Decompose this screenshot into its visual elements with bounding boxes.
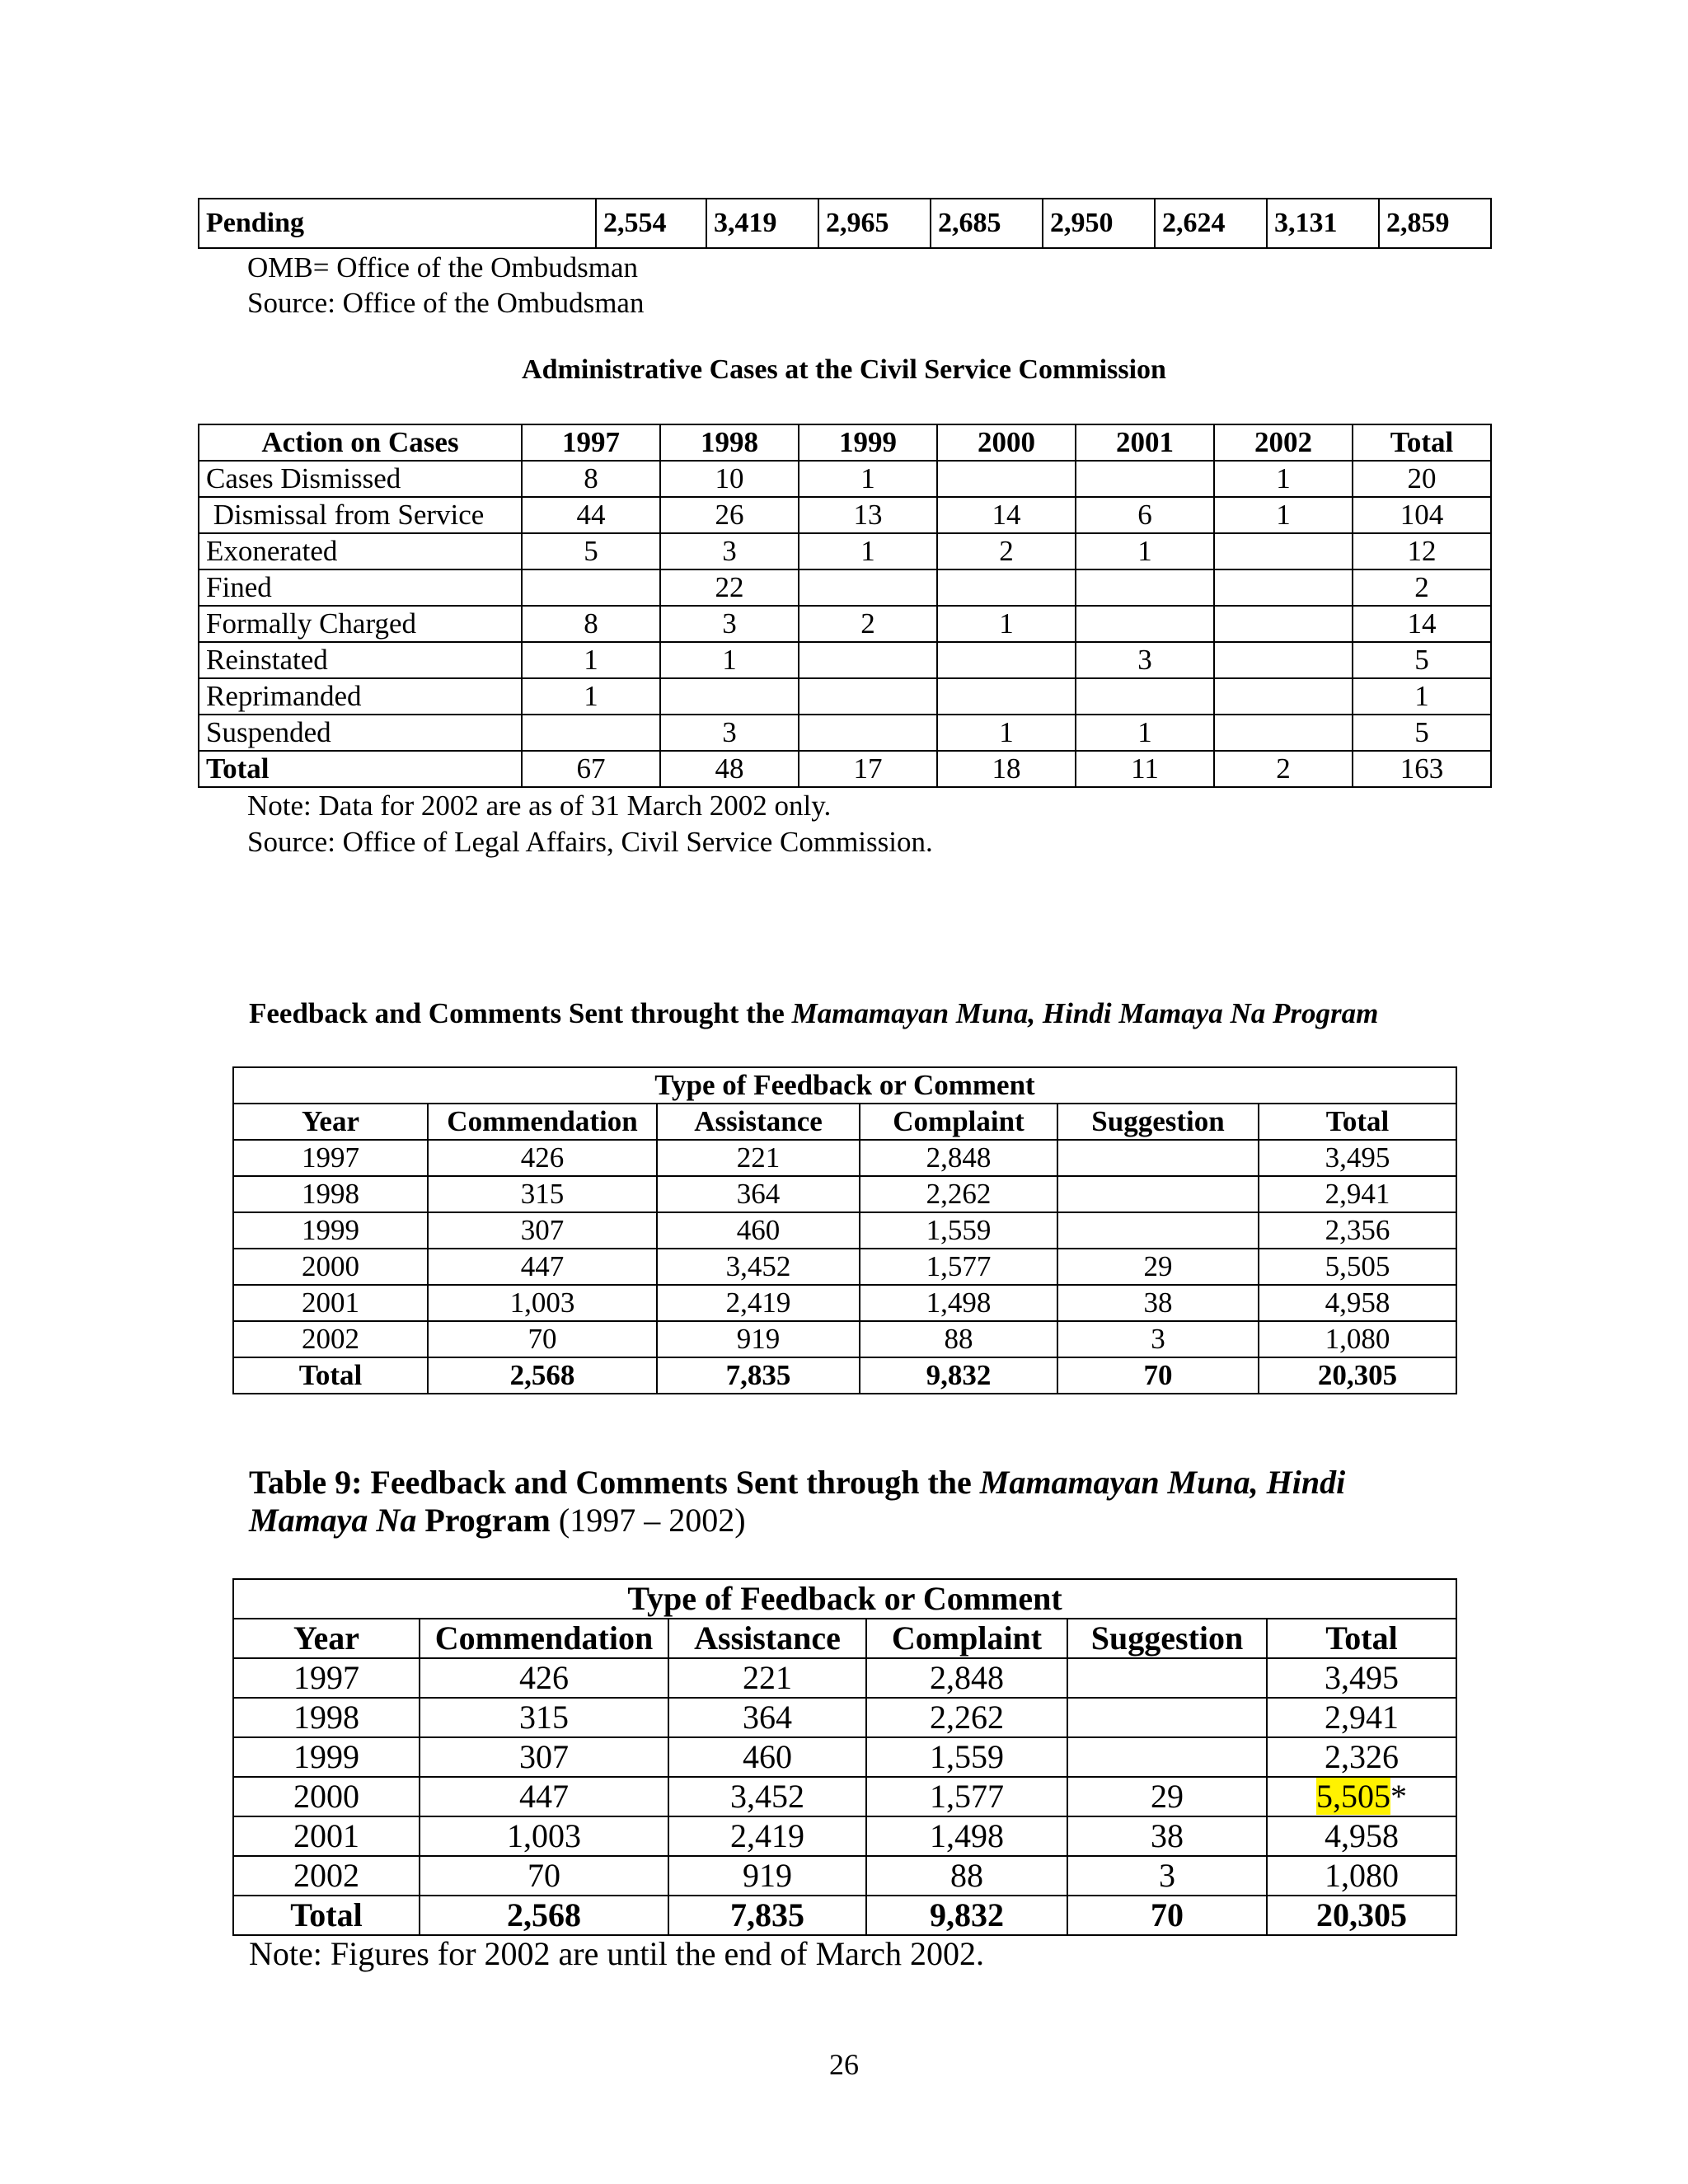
table-cell: 12 bbox=[1353, 533, 1491, 569]
header-cell: Suggestion bbox=[1067, 1619, 1267, 1658]
table-cell: 3,495 bbox=[1267, 1658, 1456, 1698]
table-cell: 2,848 bbox=[866, 1658, 1067, 1698]
csc-header-cell: 1997 bbox=[522, 424, 660, 461]
table-cell: 2001 bbox=[233, 1285, 428, 1321]
table-cell: 3 bbox=[660, 715, 799, 751]
table-cell: 1,003 bbox=[420, 1816, 668, 1856]
pending-row bbox=[199, 199, 1491, 248]
table-cell: 2002 bbox=[233, 1856, 420, 1896]
table-row bbox=[233, 1698, 1456, 1737]
total-row bbox=[233, 1896, 1456, 1935]
table-row bbox=[233, 1285, 1456, 1321]
table-cell: 29 bbox=[1067, 1777, 1267, 1816]
table-cell: 5 bbox=[1353, 715, 1491, 751]
table9-title-a: Table 9: Feedback and Comments Sent through the bbox=[249, 1464, 980, 1501]
table-cell: 104 bbox=[1353, 497, 1491, 533]
table-cell: 1 bbox=[522, 642, 660, 678]
table-cell bbox=[1214, 715, 1353, 751]
csc-header-cell: Action on Cases bbox=[199, 424, 522, 461]
table-cell bbox=[1214, 642, 1353, 678]
table-cell bbox=[1214, 569, 1353, 606]
table9-title bbox=[249, 1464, 1485, 1540]
table-cell: 1,080 bbox=[1267, 1856, 1456, 1896]
table-cell: 315 bbox=[428, 1176, 657, 1212]
table-row bbox=[199, 715, 1491, 751]
pending-value: 2,950 bbox=[1043, 199, 1155, 248]
feedback-title-program: Mamamayan Muna, Hindi Mamaya Na Program bbox=[791, 997, 1379, 1029]
table-cell bbox=[799, 569, 937, 606]
table-cell: 364 bbox=[668, 1698, 866, 1737]
table-cell: 1,559 bbox=[866, 1737, 1067, 1777]
table-cell: 67 bbox=[522, 751, 660, 787]
table-cell: 2,568 bbox=[428, 1357, 657, 1394]
table-cell bbox=[1076, 606, 1214, 642]
table-cell: 1,498 bbox=[866, 1816, 1067, 1856]
table-cell: 8 bbox=[522, 461, 660, 497]
pending-value: 3,419 bbox=[706, 199, 818, 248]
table-cell: 20,305 bbox=[1259, 1357, 1456, 1394]
table-row bbox=[233, 1816, 1456, 1856]
table-row bbox=[199, 497, 1491, 533]
table-row bbox=[233, 1321, 1456, 1357]
table-cell bbox=[1076, 678, 1214, 715]
table-cell bbox=[1057, 1140, 1259, 1176]
csc-note: Note: Data for 2002 are as of 31 March 2002 only. bbox=[247, 790, 832, 822]
table-cell: 919 bbox=[668, 1856, 866, 1896]
table-cell: 364 bbox=[657, 1176, 860, 1212]
table-row bbox=[233, 1737, 1456, 1777]
table-cell: Dismissal from Service bbox=[199, 497, 522, 533]
table-cell: 70 bbox=[428, 1321, 657, 1357]
table-cell: 2002 bbox=[233, 1321, 428, 1357]
table-cell: Fined bbox=[199, 569, 522, 606]
csc-header-cell: 2001 bbox=[1076, 424, 1214, 461]
table9-note: Note: Figures for 2002 are until the end of March 2002. bbox=[249, 1935, 985, 1972]
table9-title-b: Mamamayan Muna, Hindi bbox=[979, 1464, 1346, 1501]
table-cell: 1,003 bbox=[428, 1285, 657, 1321]
table-cell: 460 bbox=[668, 1737, 866, 1777]
header-cell: Commendation bbox=[420, 1619, 668, 1658]
table-cell bbox=[1067, 1737, 1267, 1777]
pending-value: 2,624 bbox=[1155, 199, 1267, 248]
table-row bbox=[233, 1176, 1456, 1212]
table9 bbox=[232, 1578, 1457, 1936]
table-cell: 3 bbox=[1067, 1856, 1267, 1896]
header-cell: Assistance bbox=[668, 1619, 866, 1658]
header-cell: Complaint bbox=[860, 1104, 1057, 1140]
csc-header-cell: Total bbox=[1353, 424, 1491, 461]
table-cell: 2,419 bbox=[657, 1285, 860, 1321]
csc-header-cell: 1998 bbox=[660, 424, 799, 461]
group-header: Type of Feedback or Comment bbox=[233, 1579, 1456, 1619]
omb-source: Source: Office of the Ombudsman bbox=[247, 287, 645, 319]
table-row bbox=[233, 1249, 1456, 1285]
table-cell bbox=[522, 569, 660, 606]
table-row bbox=[199, 533, 1491, 569]
table-cell: 70 bbox=[420, 1856, 668, 1896]
table-cell: 426 bbox=[428, 1140, 657, 1176]
table-cell: 1 bbox=[1076, 715, 1214, 751]
table-cell: 88 bbox=[866, 1856, 1067, 1896]
table-cell: 11 bbox=[1076, 751, 1214, 787]
table-cell: 1,577 bbox=[866, 1777, 1067, 1816]
table-cell bbox=[660, 678, 799, 715]
table-row bbox=[199, 606, 1491, 642]
table-cell bbox=[1067, 1698, 1267, 1737]
table-cell: Total bbox=[233, 1357, 428, 1394]
table-cell: 4,958 bbox=[1259, 1285, 1456, 1321]
highlighted-total-cell bbox=[1267, 1777, 1456, 1816]
group-header: Type of Feedback or Comment bbox=[233, 1067, 1456, 1104]
table-cell: 221 bbox=[657, 1140, 860, 1176]
header-cell: Commendation bbox=[428, 1104, 657, 1140]
table-cell: 6 bbox=[1076, 497, 1214, 533]
table-cell: 1,498 bbox=[860, 1285, 1057, 1321]
table-cell: 315 bbox=[420, 1698, 668, 1737]
table-cell: Cases Dismissed bbox=[199, 461, 522, 497]
table-cell: 2 bbox=[1353, 569, 1491, 606]
table-cell bbox=[522, 715, 660, 751]
table-cell: 1,080 bbox=[1259, 1321, 1456, 1357]
table-row bbox=[199, 569, 1491, 606]
table-cell: 2,326 bbox=[1267, 1737, 1456, 1777]
table-cell: 1 bbox=[1353, 678, 1491, 715]
table-cell: 307 bbox=[420, 1737, 668, 1777]
table-cell: 70 bbox=[1067, 1896, 1267, 1935]
table-cell: 17 bbox=[799, 751, 937, 787]
table-cell: 221 bbox=[668, 1658, 866, 1698]
table-cell bbox=[799, 715, 937, 751]
table-cell: 13 bbox=[799, 497, 937, 533]
table-cell: 20 bbox=[1353, 461, 1491, 497]
table-cell: 9,832 bbox=[860, 1357, 1057, 1394]
table-cell: 14 bbox=[1353, 606, 1491, 642]
table-cell: 14 bbox=[937, 497, 1076, 533]
table-cell: 22 bbox=[660, 569, 799, 606]
table-cell: 1,577 bbox=[860, 1249, 1057, 1285]
csc-header-cell: 1999 bbox=[799, 424, 937, 461]
table-cell: 5,505 bbox=[1259, 1249, 1456, 1285]
table-cell: 2 bbox=[799, 606, 937, 642]
table-cell: 2 bbox=[937, 533, 1076, 569]
table-cell: 18 bbox=[937, 751, 1076, 787]
table-cell: 29 bbox=[1057, 1249, 1259, 1285]
table-cell: 5 bbox=[522, 533, 660, 569]
table-row bbox=[233, 1658, 1456, 1698]
header-cell: Complaint bbox=[866, 1619, 1067, 1658]
table-cell bbox=[1057, 1212, 1259, 1249]
table-cell: 3 bbox=[660, 606, 799, 642]
table-cell: 1998 bbox=[233, 1698, 420, 1737]
feedback-title bbox=[249, 997, 1378, 1030]
group-header-row bbox=[233, 1067, 1456, 1104]
table-cell: 2,848 bbox=[860, 1140, 1057, 1176]
table-cell: 2000 bbox=[233, 1249, 428, 1285]
table-cell: 3,495 bbox=[1259, 1140, 1456, 1176]
header-cell: Suggestion bbox=[1057, 1104, 1259, 1140]
table-cell: Total bbox=[233, 1896, 420, 1935]
table-cell bbox=[1076, 569, 1214, 606]
pending-value: 2,554 bbox=[596, 199, 706, 248]
table-cell bbox=[799, 678, 937, 715]
pending-value: 3,131 bbox=[1267, 199, 1379, 248]
table-cell: 2,941 bbox=[1259, 1176, 1456, 1212]
table-cell bbox=[1076, 461, 1214, 497]
table-cell: 426 bbox=[420, 1658, 668, 1698]
table-cell: 1 bbox=[660, 642, 799, 678]
csc-header-cell: 2000 bbox=[937, 424, 1076, 461]
table9-title-d: Program bbox=[416, 1502, 551, 1539]
page-number: 26 bbox=[829, 2048, 859, 2081]
table-cell: 2001 bbox=[233, 1816, 420, 1856]
table-cell: 10 bbox=[660, 461, 799, 497]
table-cell bbox=[1214, 606, 1353, 642]
table-cell: 3 bbox=[1057, 1321, 1259, 1357]
table-cell: 5 bbox=[1353, 642, 1491, 678]
table9-title-e: (1997 – 2002) bbox=[550, 1502, 746, 1539]
table-row bbox=[199, 642, 1491, 678]
table-cell: 38 bbox=[1067, 1816, 1267, 1856]
header-row bbox=[233, 1104, 1456, 1140]
table-cell: 3,452 bbox=[668, 1777, 866, 1816]
table-cell: 1 bbox=[799, 533, 937, 569]
table-cell: 20,305 bbox=[1267, 1896, 1456, 1935]
header-cell: Year bbox=[233, 1619, 420, 1658]
table-cell: 2000 bbox=[233, 1777, 420, 1816]
table-cell: 1 bbox=[937, 606, 1076, 642]
csc-title: Administrative Cases at the Civil Service Commission bbox=[522, 354, 1166, 385]
omb-note: OMB= Office of the Ombudsman bbox=[247, 251, 639, 284]
table-cell: 48 bbox=[660, 751, 799, 787]
table-cell: 1998 bbox=[233, 1176, 428, 1212]
table-cell: 1997 bbox=[233, 1658, 420, 1698]
asterisk-mark: * bbox=[1390, 1778, 1407, 1815]
table-cell: 4,958 bbox=[1267, 1816, 1456, 1856]
table-cell: 26 bbox=[660, 497, 799, 533]
pending-table bbox=[198, 198, 1492, 249]
table-cell: 88 bbox=[860, 1321, 1057, 1357]
pending-label: Pending bbox=[199, 199, 596, 248]
table-cell: 447 bbox=[420, 1777, 668, 1816]
table-cell: 447 bbox=[428, 1249, 657, 1285]
total-row bbox=[233, 1357, 1456, 1394]
table-cell: 919 bbox=[657, 1321, 860, 1357]
table-cell: 1,559 bbox=[860, 1212, 1057, 1249]
table-row bbox=[233, 1777, 1456, 1816]
header-row bbox=[233, 1619, 1456, 1658]
table-cell: Suspended bbox=[199, 715, 522, 751]
header-cell: Total bbox=[1259, 1104, 1456, 1140]
table-cell: 1 bbox=[937, 715, 1076, 751]
table-cell: 2,568 bbox=[420, 1896, 668, 1935]
table-cell: 1999 bbox=[233, 1737, 420, 1777]
table-cell: 2,262 bbox=[866, 1698, 1067, 1737]
table-row bbox=[233, 1212, 1456, 1249]
table9-title-c: Mamaya Na bbox=[249, 1502, 417, 1539]
csc-header-row bbox=[199, 424, 1491, 461]
highlighted-value: 5,505 bbox=[1316, 1778, 1390, 1815]
table-cell: 1999 bbox=[233, 1212, 428, 1249]
table-cell: 163 bbox=[1353, 751, 1491, 787]
table-cell: 1 bbox=[1214, 497, 1353, 533]
table-cell: 38 bbox=[1057, 1285, 1259, 1321]
pending-value: 2,859 bbox=[1379, 199, 1491, 248]
table-cell: 3 bbox=[660, 533, 799, 569]
table-cell bbox=[1067, 1658, 1267, 1698]
header-cell: Year bbox=[233, 1104, 428, 1140]
csc-source: Source: Office of Legal Affairs, Civil Service Commission. bbox=[247, 826, 933, 858]
feedback-title-text: Feedback and Comments Sent throught the bbox=[249, 997, 792, 1029]
csc-header-cell: 2002 bbox=[1214, 424, 1353, 461]
table-cell: 44 bbox=[522, 497, 660, 533]
table-cell: 1 bbox=[1214, 461, 1353, 497]
table-cell: 1 bbox=[522, 678, 660, 715]
table-cell bbox=[937, 461, 1076, 497]
table-cell: 2,419 bbox=[668, 1816, 866, 1856]
table-cell: Total bbox=[199, 751, 522, 787]
table-row bbox=[199, 678, 1491, 715]
table-cell: 7,835 bbox=[657, 1357, 860, 1394]
header-cell: Assistance bbox=[657, 1104, 860, 1140]
table-cell bbox=[937, 569, 1076, 606]
table-row bbox=[233, 1140, 1456, 1176]
table-cell bbox=[1214, 533, 1353, 569]
table-cell: 1 bbox=[799, 461, 937, 497]
table-row bbox=[199, 461, 1491, 497]
table-cell: 2 bbox=[1214, 751, 1353, 787]
table-cell: Exonerated bbox=[199, 533, 522, 569]
table-cell bbox=[937, 678, 1076, 715]
table-cell: 1997 bbox=[233, 1140, 428, 1176]
table-cell: 70 bbox=[1057, 1357, 1259, 1394]
header-cell: Total bbox=[1267, 1619, 1456, 1658]
table-cell: 460 bbox=[657, 1212, 860, 1249]
total-row bbox=[199, 751, 1491, 787]
table-cell: 8 bbox=[522, 606, 660, 642]
table-cell bbox=[937, 642, 1076, 678]
group-header-row bbox=[233, 1579, 1456, 1619]
table-cell: Formally Charged bbox=[199, 606, 522, 642]
table-cell bbox=[799, 642, 937, 678]
table-cell: 307 bbox=[428, 1212, 657, 1249]
table-cell: 2,356 bbox=[1259, 1212, 1456, 1249]
csc-table bbox=[198, 424, 1492, 788]
feedback-table bbox=[232, 1066, 1457, 1394]
pending-value: 2,685 bbox=[931, 199, 1043, 248]
table-cell: Reprimanded bbox=[199, 678, 522, 715]
table-cell: 9,832 bbox=[866, 1896, 1067, 1935]
table-cell bbox=[1057, 1176, 1259, 1212]
table-cell: 3,452 bbox=[657, 1249, 860, 1285]
table-cell bbox=[1214, 678, 1353, 715]
table-cell: 7,835 bbox=[668, 1896, 866, 1935]
table-cell: 3 bbox=[1076, 642, 1214, 678]
pending-value: 2,965 bbox=[818, 199, 931, 248]
table-cell: 1 bbox=[1076, 533, 1214, 569]
table-cell: Reinstated bbox=[199, 642, 522, 678]
table-row bbox=[233, 1856, 1456, 1896]
table-cell: 2,941 bbox=[1267, 1698, 1456, 1737]
table-cell: 2,262 bbox=[860, 1176, 1057, 1212]
